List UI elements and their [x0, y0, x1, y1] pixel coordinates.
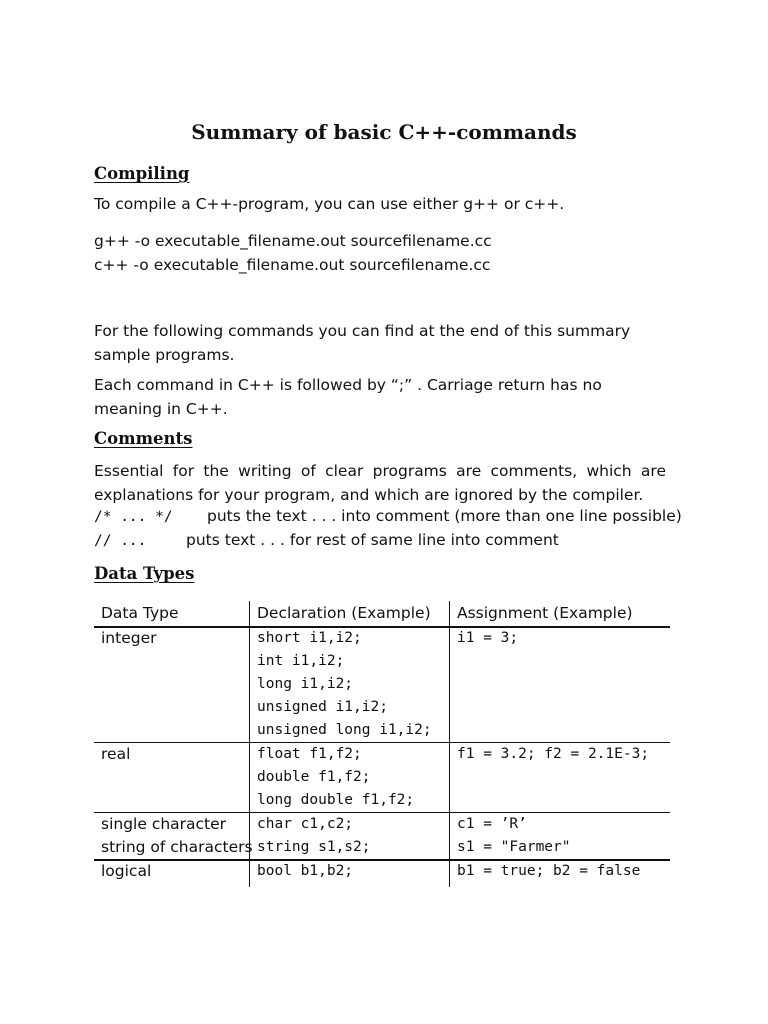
table-row-logical — [101, 860, 151, 883]
table-row-real — [101, 743, 130, 766]
declaration-example: unsigned i1,i2; — [257, 699, 388, 715]
declaration-example: int i1,i2; — [257, 653, 345, 669]
table-header-declaration: Declaration (Example) — [257, 604, 431, 622]
section-heading-data-types: Data Types — [94, 564, 195, 583]
data-types-table — [94, 601, 670, 887]
assignment-cell — [457, 627, 518, 650]
comment-syntax-line: // ... — [94, 533, 147, 549]
assignment-example: s1 = "Farmer" — [457, 839, 571, 855]
compile-command-cpp: c++ -o executable_filename.out sourcefilename.cc — [94, 256, 491, 274]
type-label: string of characters — [101, 838, 253, 856]
declaration-cell — [257, 743, 414, 812]
declaration-example: float f1,f2; — [257, 746, 362, 762]
section-heading-compiling: Compiling — [94, 164, 190, 183]
type-label: integer — [101, 629, 157, 647]
assignment-cell — [457, 860, 640, 883]
table-header-assignment: Assignment (Example) — [457, 604, 633, 622]
assignment-example: f1 = 3.2; f2 = 2.1E-3; — [457, 746, 650, 762]
assignment-cell — [457, 813, 571, 859]
compile-command-gpp: g++ -o executable_filename.out sourcefilename.cc — [94, 232, 492, 250]
table-header-data-type: Data Type — [101, 604, 179, 622]
table-row-integer — [101, 627, 157, 650]
declaration-example: bool b1,b2; — [257, 863, 354, 879]
declaration-cell — [257, 860, 353, 883]
declaration-example: unsigned long i1,i2; — [257, 722, 432, 738]
page-title: Summary of basic C++-commands — [191, 120, 577, 144]
assignment-example: i1 = 3; — [457, 630, 519, 646]
type-label: real — [101, 745, 131, 763]
declaration-cell — [257, 627, 432, 742]
comment-description-block: puts the text . . . into comment (more than one line possible) — [207, 507, 682, 525]
declaration-example: long double f1,f2; — [257, 792, 415, 808]
comments-intro: Essential for the writing of clear programs are comments, which are explanations for your program, and which are ignored by the compiler. — [94, 462, 666, 504]
column-divider — [449, 601, 450, 887]
declaration-cell — [257, 813, 371, 859]
declaration-example: string s1,s2; — [257, 839, 371, 855]
note-sample-programs: For the following commands you can find at the end of this summary sample programs. — [94, 322, 631, 364]
note-semicolon: Each command in C++ is followed by “;” . Carriage return has no meaning in C++. — [94, 376, 602, 418]
comment-syntax-block: /* ... */ — [94, 509, 173, 525]
assignment-example: b1 = true; b2 = false — [457, 863, 641, 879]
comment-description-line: puts text . . . for rest of same line into comment — [186, 531, 559, 549]
type-label: single character — [101, 815, 227, 833]
assignment-cell — [457, 743, 649, 766]
declaration-example: short i1,i2; — [257, 630, 362, 646]
table-row-character — [101, 813, 253, 859]
type-label: logical — [101, 862, 152, 880]
assignment-example: c1 = ’R’ — [457, 816, 527, 832]
compiling-intro: To compile a C++-program, you can use either g++ or c++. — [94, 195, 565, 213]
declaration-example: char c1,c2; — [257, 816, 354, 832]
declaration-example: long i1,i2; — [257, 676, 354, 692]
section-heading-comments: Comments — [94, 429, 193, 448]
declaration-example: double f1,f2; — [257, 769, 371, 785]
